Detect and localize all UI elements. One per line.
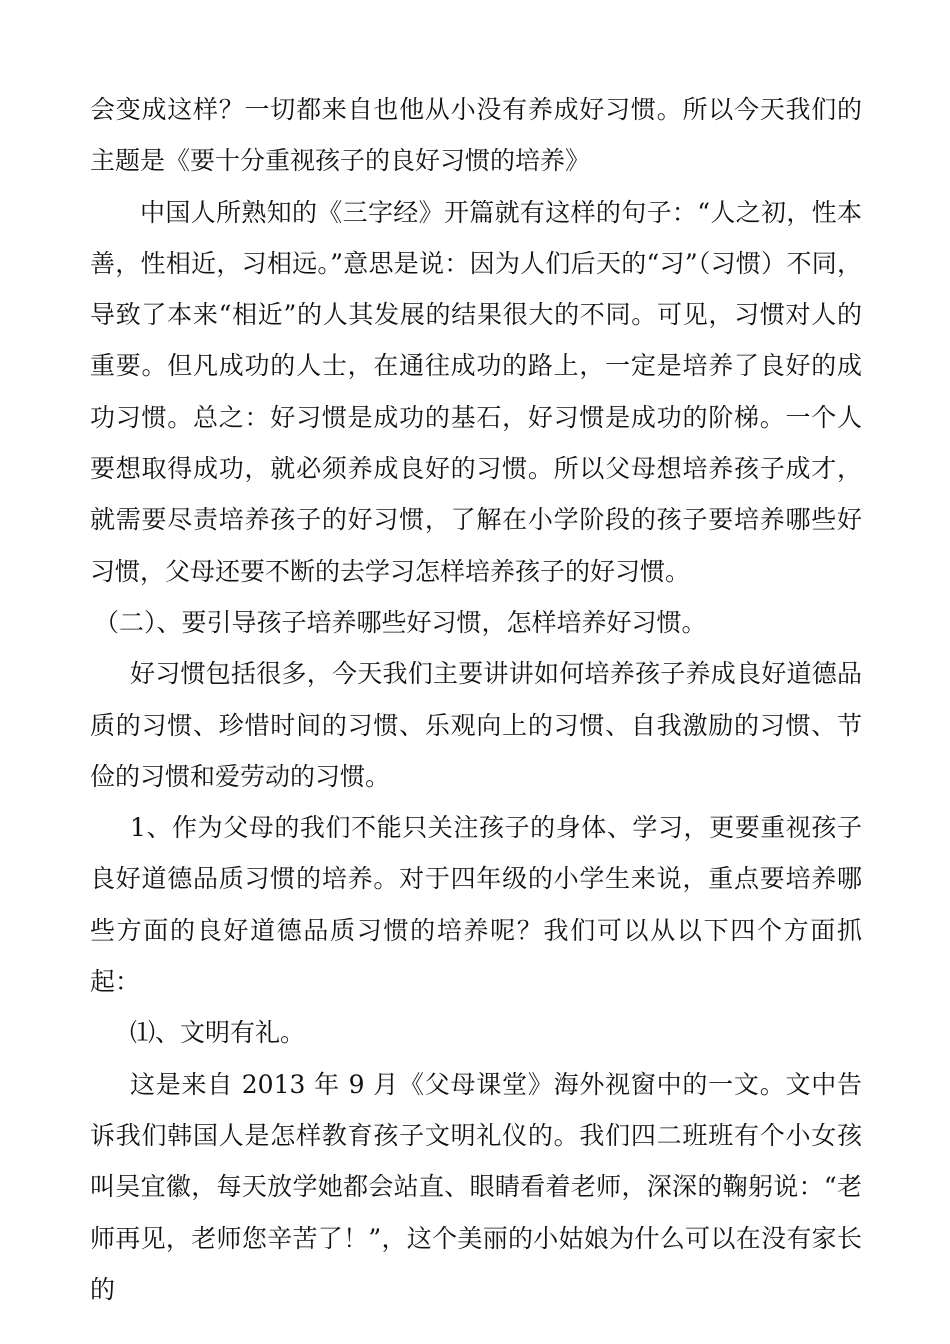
paragraph-intro-continuation: 会变成这样？一切都来自也他从小没有养成好习惯。所以今天我们的主题是《要十分重视孩子的良好习惯的培养》 [90, 95, 862, 176]
paragraph-good-habits-list: 好习惯包括很多，今天我们主要讲讲如何培养孩子养成良好道德品质的习惯、珍惜时间的习惯、乐观向上的习惯、自我激励的习惯、节俭的习惯和爱劳动的习惯。 [90, 659, 862, 791]
paragraph-three-character-classic: 中国人所熟知的《三字经》开篇就有这样的句子：“人之初，性本善，性相近，习相远。”意思是说：因为人们后天的“习”（习惯）不同，导致了本来“相近”的人其发展的结果很大的不同。可见，习惯对人的重要。但凡成功的人士，在通往成功的路上，一定是培养了良好的成功习惯。总之：好习惯是成功的基石，好习惯是成功的阶梯。一个人要想取得成功，就必须养成良好的习惯。所以父母想培养孩子成才，就需要尽责培养孩子的好习惯，了解在小学阶段的孩子要培养哪些好习惯，父母还要不断的去学习怎样培养孩子的好习惯。 [90, 197, 862, 586]
section-heading-2: （二）、要引导孩子培养哪些好习惯，怎样培养好习惯。 [94, 607, 707, 637]
subheading-civility: ⑴、文明有礼。 [130, 1018, 306, 1048]
paragraph-korea-example: 这是来自 2013 年 9 月《父母课堂》海外视窗中的一文。文中告诉我们韩国人是怎样教育孩子文明礼仪的。我们四二班班有个小女孩叫吴宜徽，每天放学她都会站直、眼睛看着老师，深深的鞠躬说：“老师再见，老师您辛苦了！”，这个美丽的小姑娘为什么可以在没有家长的 [90, 1069, 862, 1304]
paragraph-moral-habits: 1、作为父母的我们不能只关注孩子的身体、学习，更要重视孩子良好道德品质习惯的培养。对于四年级的小学生来说，重点要培养哪些方面的良好道德品质习惯的培养呢？我们可以从以下四个方面抓起： [90, 813, 862, 997]
document-page [90, 84, 862, 1315]
